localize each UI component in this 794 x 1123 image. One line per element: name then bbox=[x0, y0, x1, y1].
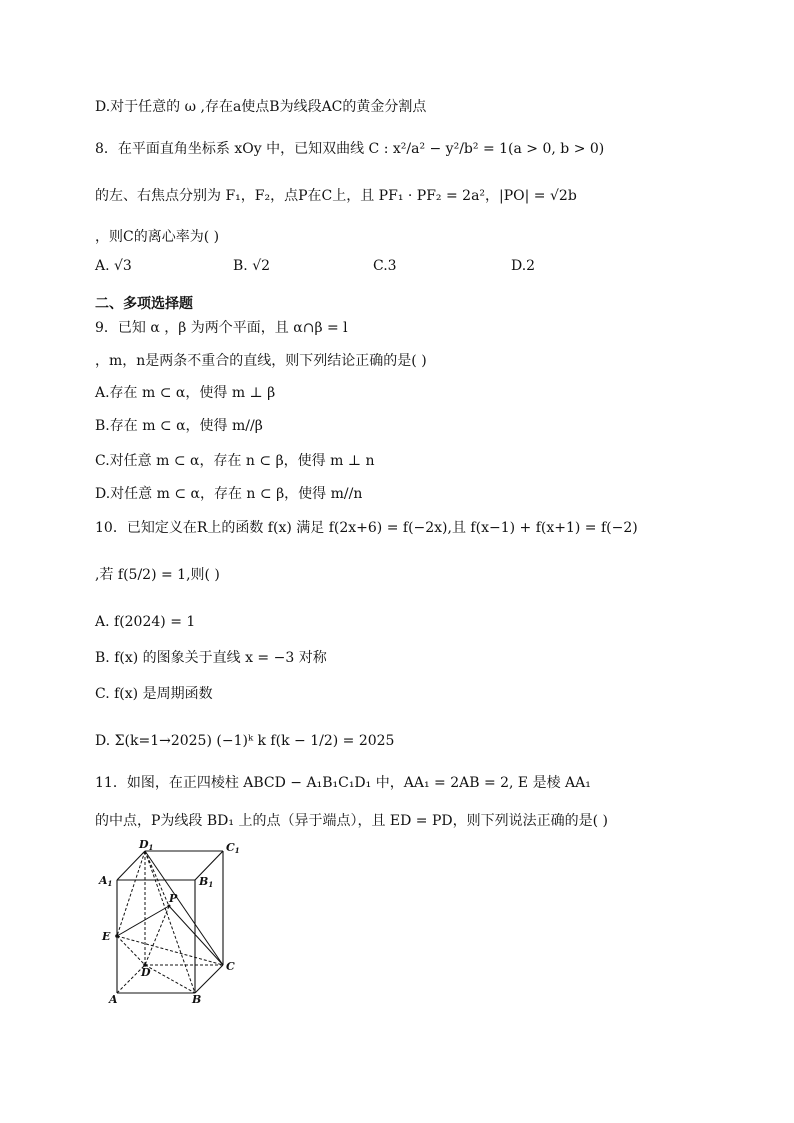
edge-a1-d1 bbox=[117, 851, 145, 880]
label-c1: C1 bbox=[226, 841, 240, 855]
label-e: E bbox=[102, 930, 111, 943]
line-e-d bbox=[117, 936, 145, 965]
line-q7-d: D.对于任意的 ω ,存在a使点B为线段AC的黄金分割点 bbox=[95, 99, 427, 115]
label-b: B bbox=[192, 993, 202, 1006]
line-q10-a: A. f(2024) = 1 bbox=[95, 614, 196, 630]
q8-option-c: C.3 bbox=[373, 258, 397, 274]
line-d1-b bbox=[145, 851, 195, 993]
q8-option-d: D.2 bbox=[511, 258, 536, 274]
line-e-p bbox=[117, 906, 169, 936]
line-d1-c bbox=[145, 851, 223, 965]
line-q10-d: D. Σ(k=1→2025) (−1)ᵏ k f(k − 1/2) = 2025 bbox=[95, 733, 395, 749]
line-q11-cond: 的中点，P为线段 BD₁ 上的点（异于端点），且 ED = PD，则下列说法正确的是( ) bbox=[95, 813, 608, 829]
q8-option-b: B. √2 bbox=[233, 258, 271, 274]
label-c: C bbox=[226, 960, 235, 973]
q8-option-a: A. √3 bbox=[95, 258, 132, 274]
label-a: A bbox=[109, 993, 118, 1006]
line-p-c bbox=[169, 906, 223, 965]
line-q10-c: C. f(x) 是周期函数 bbox=[95, 686, 213, 702]
line-q10-b: B. f(x) 的图象关于直线 x = −3 对称 bbox=[95, 650, 327, 666]
label-a1: A1 bbox=[99, 874, 113, 888]
line-q9-stem: 9．已知 α ，β 为两个平面，且 α∩β = l bbox=[95, 320, 348, 336]
line-q9-c: C.对任意 m ⊂ α，存在 n ⊂ β，使得 m ⊥ n bbox=[95, 453, 375, 469]
label-p: P bbox=[169, 892, 178, 905]
line-q10-cond: ,若 f(5/2) = 1,则( ) bbox=[95, 567, 220, 583]
line-d1-p bbox=[145, 851, 169, 906]
point-e bbox=[115, 934, 119, 938]
label-d: D bbox=[141, 966, 151, 979]
prism-figure bbox=[97, 838, 247, 1008]
line-q11-stem: 11．如图，在正四棱柱 ABCD − A₁B₁C₁D₁ 中，AA₁ = 2AB = 2, E 是棱 AA₁ bbox=[95, 775, 591, 791]
line-q9-cond: ，m，n是两条不重合的直线，则下列结论正确的是( ) bbox=[95, 353, 427, 369]
line-d-b bbox=[145, 965, 195, 993]
line-q10-stem: 10．已知定义在R上的函数 f(x) 满足 f(2x+6) = f(−2x),且 f(x−1) + f(x+1) = f(−2) bbox=[95, 520, 638, 536]
edge-b-c bbox=[195, 965, 223, 993]
line-p-d bbox=[145, 906, 169, 965]
line-q8-stem: 8．在平面直角坐标系 xOy 中，已知双曲线 C : x²/a² − y²/b² = 1(a > 0, b > 0) bbox=[95, 141, 605, 157]
line-e-c bbox=[117, 936, 223, 965]
label-b1: B1 bbox=[199, 875, 214, 889]
label-d1: D1 bbox=[139, 838, 154, 852]
line-q9-a: A.存在 m ⊂ α，使得 m ⊥ β bbox=[95, 385, 276, 401]
line-q8-cond: 的左、右焦点分别为 F₁，F₂，点P在C上，且 PF₁ · PF₂ = 2a²，|PO| = √2b bbox=[95, 188, 577, 204]
line-q8-ask: ，则C的离心率为( ) bbox=[95, 229, 220, 245]
line-d1-e bbox=[117, 851, 145, 936]
section-title: 二、多项选择题 bbox=[95, 296, 193, 312]
line-q9-b: B.存在 m ⊂ α，使得 m//β bbox=[95, 418, 263, 434]
line-q9-d: D.对任意 m ⊂ α，存在 n ⊂ β，使得 m//n bbox=[95, 486, 363, 502]
